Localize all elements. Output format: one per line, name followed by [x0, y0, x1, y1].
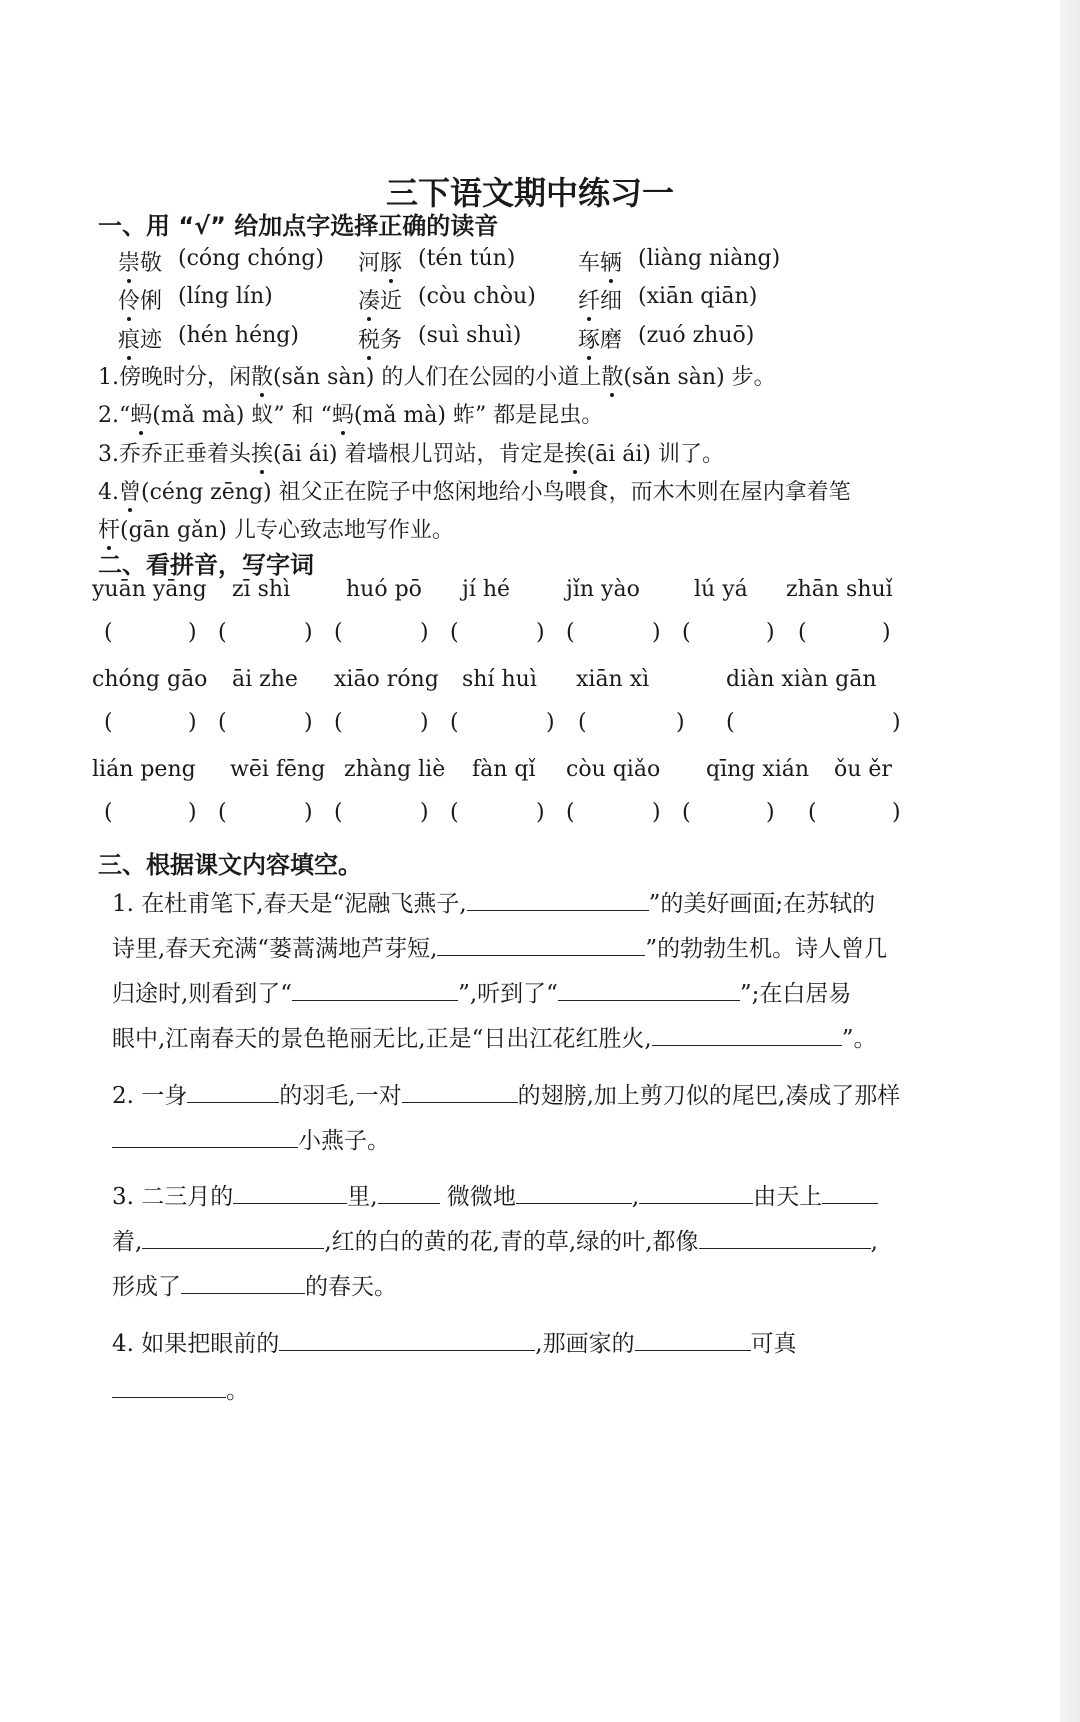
answer-paren-open: ( [566, 800, 575, 825]
pinyin-options[interactable]: (liàng niàng) [638, 246, 781, 271]
answer-paren-close: ) [652, 800, 661, 825]
pinyin-prompt: xiān xì [576, 667, 650, 692]
pinyin-options[interactable]: (tén tún) [418, 246, 516, 271]
answer-paren-close: ) [188, 800, 197, 825]
word-item [358, 246, 402, 277]
pinyin-prompt: qīng xián [706, 757, 810, 782]
word-item [118, 246, 162, 277]
fill-blank[interactable] [233, 1183, 347, 1204]
page-edge-shadow [1060, 0, 1080, 1722]
dotted-char: 税 [358, 323, 380, 354]
fill-blank[interactable] [516, 1183, 632, 1204]
answer-paren-close: ) [420, 800, 429, 825]
answer-paren-open: ( [682, 800, 691, 825]
dotted-char: 纤 [578, 284, 600, 315]
dotted-char: 崇 [118, 246, 140, 277]
answer-paren-open: ( [104, 800, 113, 825]
page-title: 三下语文期中练习一 [385, 174, 674, 212]
pinyin-prompt: xiāo róng [334, 667, 439, 692]
answer-box[interactable] [696, 800, 764, 828]
answer-box[interactable] [118, 800, 186, 828]
word-item [358, 323, 402, 354]
pinyin-prompt: zhàng liè [344, 757, 446, 782]
section3-q1-line4: 眼中,江南春天的景色艳丽无比,正是“日出江花红胜火, ”。 [112, 1026, 877, 1052]
answer-paren-open: ( [450, 800, 459, 825]
section1-question-1: 1.傍晚时分，闲散(sǎn sàn) 的人们在公园的小道上散(sǎn sàn) 步。 [98, 360, 776, 391]
char: 迹 [140, 328, 163, 353]
answer-paren-open: ( [218, 620, 227, 645]
answer-paren-open: ( [218, 800, 227, 825]
fill-blank[interactable] [635, 1330, 751, 1351]
answer-paren-close: ) [536, 800, 545, 825]
word-item [358, 284, 402, 315]
answer-paren-close: ) [766, 620, 775, 645]
fill-blank[interactable] [699, 1228, 871, 1249]
pinyin-options[interactable]: (líng lín) [178, 284, 273, 309]
word-item [578, 323, 622, 354]
pinyin-options[interactable]: (cóng chóng) [178, 246, 324, 271]
char: 俐 [140, 289, 163, 314]
fill-blank[interactable] [558, 980, 740, 1001]
pinyin-options[interactable]: (còu chòu) [418, 284, 536, 309]
fill-blank[interactable] [652, 1025, 842, 1046]
answer-box[interactable] [232, 710, 302, 738]
answer-box[interactable] [812, 620, 880, 648]
dotted-char: 辆 [600, 246, 622, 277]
pinyin-prompt: diàn xiàn gān [726, 667, 877, 692]
answer-box[interactable] [118, 620, 186, 648]
fill-blank[interactable] [639, 1183, 753, 1204]
answer-paren-open: ( [798, 620, 807, 645]
answer-paren-close: ) [420, 620, 429, 645]
fill-blank[interactable] [292, 980, 458, 1001]
section3-q1-line2: 诗里,春天充满“蒌蒿满地芦芽短, ”的勃勃生机。诗人曾几 [112, 936, 888, 962]
pinyin-options[interactable]: (hén héng) [178, 323, 299, 348]
section1-question-3: 3.乔乔正垂着头挨(āi ái) 着墙根儿罚站，肯定是挨(āi ái) 训了。 [98, 437, 724, 468]
char: 敬 [140, 251, 163, 276]
dotted-char: 曾 [119, 475, 141, 506]
answer-box[interactable] [464, 620, 534, 648]
answer-box[interactable] [464, 710, 544, 738]
dotted-char: 伶 [118, 284, 140, 315]
char: 务 [380, 328, 403, 353]
char: 河 [358, 251, 381, 276]
answer-paren-open: ( [808, 800, 817, 825]
dotted-char: 蚂 [332, 398, 354, 429]
fill-blank[interactable] [279, 1330, 535, 1351]
answer-paren-close: ) [676, 710, 685, 735]
answer-box[interactable] [232, 620, 302, 648]
pinyin-prompt: chóng gāo [92, 667, 208, 692]
pinyin-prompt: āi zhe [232, 667, 298, 692]
section1-question-4: 4.曾(céng zēng) 祖父正在院子中悠闲地给小鸟喂食，而木木则在屋内拿着笔 [98, 475, 851, 506]
dotted-char: 蚂 [130, 398, 152, 429]
fill-blank[interactable] [142, 1228, 324, 1249]
answer-paren-open: ( [104, 620, 113, 645]
fill-blank[interactable] [181, 1273, 305, 1294]
answer-box[interactable] [580, 800, 650, 828]
section3-q4-line2: 。 [112, 1372, 1002, 1405]
fill-blank[interactable] [822, 1183, 878, 1204]
answer-paren-open: ( [450, 620, 459, 645]
answer-paren-close: ) [652, 620, 661, 645]
word-item [118, 323, 162, 354]
char: 近 [380, 289, 403, 314]
section3-q3-line3: 形成了 的春天。 [112, 1274, 397, 1300]
answer-paren-close: ) [304, 620, 313, 645]
fill-blank[interactable] [112, 1127, 298, 1148]
pinyin-prompt: còu qiǎo [566, 757, 661, 782]
section3-q2-line1: 2. 一身 的羽毛,一对 的翅膀,加上剪刀似的尾巴,凑成了那样 [112, 1083, 901, 1109]
fill-blank[interactable] [378, 1183, 440, 1204]
word-item [118, 284, 162, 315]
section3-q3-line2: 着, ,红的白的黄的花,青的草,绿的叶,都像 , [112, 1229, 878, 1255]
answer-paren-close: ) [766, 800, 775, 825]
section3-q4-line1: 4. 如果把眼前的 ,那画家的 可真 [112, 1331, 797, 1357]
section3-q1-line1: 1. 在杜甫笔下,春天是“泥融飞燕子, ”的美好画面;在苏轼的 [112, 891, 876, 917]
fill-blank[interactable] [187, 1082, 279, 1103]
pinyin-options[interactable]: (suì shuì) [418, 323, 522, 348]
char: 车 [578, 251, 601, 276]
answer-paren-close: ) [188, 620, 197, 645]
answer-box[interactable] [348, 800, 418, 828]
dotted-char: 琢 [578, 323, 600, 354]
answer-paren-open: ( [334, 710, 343, 735]
pinyin-prompt: jǐn yào [566, 577, 640, 602]
answer-paren-close: ) [536, 620, 545, 645]
answer-paren-close: ) [304, 800, 313, 825]
answer-box[interactable] [118, 710, 186, 738]
answer-paren-open: ( [566, 620, 575, 645]
char: 细 [600, 289, 623, 314]
pinyin-prompt: fàn qǐ [472, 757, 536, 782]
fill-blank[interactable] [467, 890, 649, 911]
answer-box[interactable] [348, 710, 418, 738]
answer-box[interactable] [592, 710, 674, 738]
section2-heading: 二、看拼音，写字词 [98, 551, 314, 579]
section3-q1-line3: 归途时,则看到了“ ”,听到了“ ”;在白居易 [112, 981, 852, 1007]
answer-paren-close: ) [892, 800, 901, 825]
answer-paren-close: ) [892, 710, 901, 735]
answer-box[interactable] [464, 800, 534, 828]
dotted-char: 散 [251, 360, 273, 391]
pinyin-prompt: jí hé [462, 577, 511, 602]
answer-paren-close: ) [304, 710, 313, 735]
answer-paren-open: ( [726, 710, 735, 735]
pinyin-options[interactable]: (xiān qiān) [638, 284, 758, 309]
word-item [578, 284, 622, 315]
answer-box[interactable] [232, 800, 302, 828]
answer-paren-open: ( [334, 620, 343, 645]
section1-heading: 一、用 “√” 给加点字选择正确的读音 [98, 212, 499, 240]
answer-paren-open: ( [218, 710, 227, 735]
fill-blank[interactable] [437, 935, 645, 956]
answer-box[interactable] [348, 620, 418, 648]
answer-paren-close: ) [188, 710, 197, 735]
fill-blank[interactable] [112, 1377, 226, 1398]
answer-paren-close: ) [420, 710, 429, 735]
dotted-char: 豚 [380, 246, 402, 277]
pinyin-options[interactable]: (zuó zhuō) [638, 323, 755, 348]
answer-box[interactable] [580, 620, 650, 648]
section3-heading: 三、根据课文内容填空。 [98, 851, 362, 879]
pinyin-prompt: lú yá [694, 577, 748, 602]
answer-box[interactable] [822, 800, 890, 828]
dotted-char: 痕 [118, 323, 140, 354]
answer-paren-close: ) [546, 710, 555, 735]
answer-box[interactable] [696, 620, 764, 648]
section1-question-2: 2.“蚂(mǎ mà) 蚁” 和 “蚂(mǎ mà) 蚱” 都是昆虫。 [98, 398, 603, 429]
answer-paren-close: ) [882, 620, 891, 645]
fill-blank[interactable] [402, 1082, 518, 1103]
pinyin-prompt: yuān yāng [92, 577, 207, 602]
pinyin-prompt: wēi fēng [230, 757, 326, 782]
dotted-char: 散 [601, 360, 623, 391]
section1-question-4-cont: 杆(gān gǎn) 儿专心致志地写作业。 [98, 513, 454, 544]
dotted-char: 杆 [98, 513, 120, 544]
section3-q3-line1: 3. 二三月的 里, 微微地 , 由天上 [112, 1178, 1002, 1211]
pinyin-prompt: ǒu ěr [834, 757, 892, 782]
answer-paren-open: ( [104, 710, 113, 735]
section3-q2-line2: 小燕子。 [112, 1122, 1002, 1155]
pinyin-prompt: lián peng [92, 757, 196, 782]
answer-paren-open: ( [334, 800, 343, 825]
dotted-char: 挨 [564, 437, 586, 468]
char: 磨 [600, 328, 623, 353]
word-item [578, 246, 622, 277]
answer-box[interactable] [740, 710, 890, 738]
pinyin-prompt: shí huì [462, 667, 537, 692]
answer-paren-open: ( [450, 710, 459, 735]
answer-paren-open: ( [682, 620, 691, 645]
dotted-char: 挨 [251, 437, 273, 468]
dotted-char: 凑 [358, 284, 380, 315]
pinyin-prompt: zhān shuǐ [786, 577, 893, 602]
pinyin-prompt: huó pō [346, 577, 422, 602]
pinyin-prompt: zī shì [232, 577, 291, 602]
answer-paren-open: ( [578, 710, 587, 735]
